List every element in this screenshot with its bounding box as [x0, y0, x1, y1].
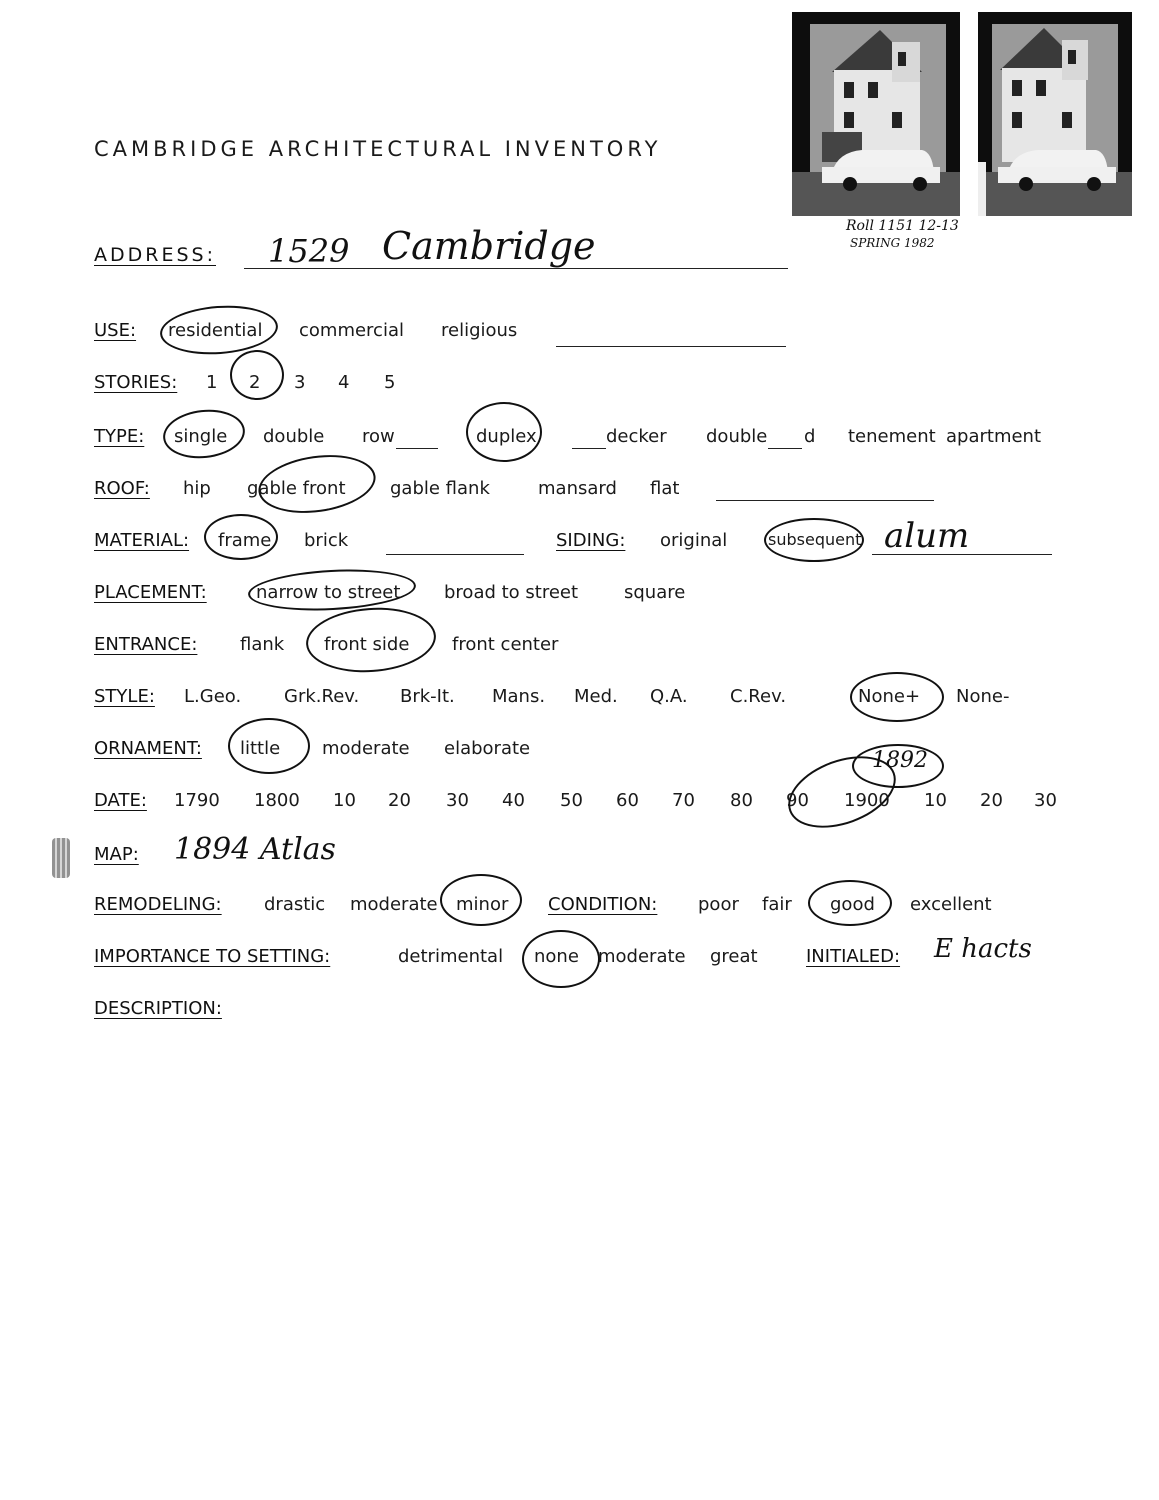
address-label: ADDRESS:: [94, 244, 216, 266]
stories-option-5: 5: [384, 372, 396, 393]
date-label: DATE:: [94, 790, 147, 811]
type-double-d-blank: [768, 448, 802, 449]
condition-option-poor: poor: [698, 894, 739, 915]
map-label: MAP:: [94, 844, 139, 865]
use-option-religious: religious: [441, 320, 518, 341]
style-option-mans: Mans.: [492, 686, 546, 707]
siding-other-line: [872, 554, 1052, 555]
date-option-30: 30: [446, 790, 469, 811]
pencil-mark: [52, 838, 70, 878]
type-option-apartment: apartment: [946, 426, 1042, 447]
type-option-double: double: [263, 426, 325, 447]
type-option-d: d: [804, 426, 816, 447]
address-number: 1529: [268, 232, 350, 270]
style-option-med: Med.: [574, 686, 618, 707]
placement-option-broad: broad to street: [444, 582, 579, 603]
date-option-40: 40: [502, 790, 525, 811]
date-written-value: 1892: [872, 748, 928, 773]
date-option-90: 90: [786, 790, 809, 811]
type-option-decker: decker: [606, 426, 667, 447]
date-option-50: 50: [560, 790, 583, 811]
siding-option-subsequent: subsequent: [768, 530, 862, 549]
remodeling-label: REMODELING:: [94, 894, 222, 915]
style-option-grkrev: Grk.Rev.: [284, 686, 360, 707]
description-label: DESCRIPTION:: [94, 998, 222, 1019]
material-label: MATERIAL:: [94, 530, 190, 551]
style-option-none-plus: None+: [858, 686, 921, 707]
ornament-label: ORNAMENT:: [94, 738, 202, 759]
ornament-option-elaborate: elaborate: [444, 738, 531, 759]
importance-option-great: great: [710, 946, 758, 967]
roof-option-flat: flat: [650, 478, 680, 499]
placement-option-narrow: narrow to street: [256, 582, 401, 603]
date-option-30b: 30: [1034, 790, 1057, 811]
style-option-lgeo: L.Geo.: [184, 686, 242, 707]
ornament-option-little: little: [240, 738, 281, 759]
importance-option-moderate: moderate: [598, 946, 686, 967]
placement-label: PLACEMENT:: [94, 582, 207, 603]
roof-other-line: [716, 500, 934, 501]
date-option-80: 80: [730, 790, 753, 811]
style-option-brkit: Brk-It.: [400, 686, 455, 707]
material-selected-circle: [204, 514, 278, 560]
condition-label: CONDITION:: [548, 894, 658, 915]
photo-roll-note: Roll 1151 12-13: [846, 218, 959, 234]
style-option-crev: C.Rev.: [730, 686, 787, 707]
stories-option-1: 1: [206, 372, 218, 393]
importance-option-none: none: [534, 946, 579, 967]
date-option-1900: 1900: [844, 790, 890, 811]
ornament-selected-circle: [228, 718, 310, 774]
roof-option-gable-flank: gable flank: [390, 478, 490, 499]
roof-label: ROOF:: [94, 478, 150, 499]
map-value: 1894 Atlas: [174, 832, 336, 867]
ornament-option-moderate: moderate: [322, 738, 410, 759]
roof-option-mansard: mansard: [538, 478, 617, 499]
type-option-duplex: duplex: [476, 426, 537, 447]
date-option-1800: 1800: [254, 790, 300, 811]
remodeling-option-minor: minor: [456, 894, 509, 915]
use-option-residential: residential: [168, 320, 263, 341]
material-option-brick: brick: [304, 530, 349, 551]
date-option-20b: 20: [980, 790, 1003, 811]
date-option-70: 70: [672, 790, 695, 811]
type-decker-blank: [572, 448, 606, 449]
siding-label: SIDING:: [556, 530, 626, 551]
siding-value: alum: [884, 516, 970, 556]
style-option-qa: Q.A.: [650, 686, 688, 707]
house-photo-left: [792, 12, 960, 216]
type-option-row: row: [362, 426, 395, 447]
condition-option-fair: fair: [762, 894, 792, 915]
roof-option-hip: hip: [183, 478, 211, 499]
remodeling-selected-circle: [440, 874, 522, 926]
stories-option-3: 3: [294, 372, 306, 393]
type-row-blank: [396, 448, 438, 449]
importance-label: IMPORTANCE TO SETTING:: [94, 946, 331, 967]
entrance-option-front-center: front center: [452, 634, 559, 655]
entrance-label: ENTRANCE:: [94, 634, 198, 655]
importance-option-detrimental: detrimental: [398, 946, 504, 967]
house-photo-right: [978, 12, 1132, 216]
date-option-20: 20: [388, 790, 411, 811]
use-option-commercial: commercial: [299, 320, 404, 341]
photo-date-note: SPRING 1982: [850, 236, 935, 250]
roof-selected-circle: [255, 448, 380, 520]
date-option-10b: 10: [924, 790, 947, 811]
style-option-none-minus: None-: [956, 686, 1010, 707]
stories-label: STORIES:: [94, 372, 178, 393]
type-option-single: single: [174, 426, 228, 447]
type-option-tenement: tenement: [848, 426, 936, 447]
date-option-60: 60: [616, 790, 639, 811]
type-label: TYPE:: [94, 426, 145, 447]
remodeling-option-drastic: drastic: [264, 894, 326, 915]
type-single-circle: [161, 406, 248, 462]
material-option-frame: frame: [218, 530, 272, 551]
address-line: [244, 268, 788, 269]
type-option-double-d: double: [706, 426, 768, 447]
use-label: USE:: [94, 320, 137, 341]
address-street: Cambridge: [382, 224, 596, 268]
importance-selected-circle: [522, 930, 600, 988]
type-duplex-circle: [466, 402, 542, 462]
stories-option-4: 4: [338, 372, 350, 393]
entrance-selected-circle: [304, 604, 438, 677]
condition-option-good: good: [830, 894, 875, 915]
entrance-option-front-side: front side: [324, 634, 410, 655]
remodeling-option-moderate: moderate: [350, 894, 438, 915]
date-option-10: 10: [333, 790, 356, 811]
roof-option-gable-front: gable front: [247, 478, 346, 499]
initialed-value: E hacts: [934, 934, 1032, 964]
style-selected-circle: [850, 672, 944, 722]
stories-selected-circle: [230, 350, 284, 400]
date-option-1790: 1790: [174, 790, 220, 811]
condition-selected-circle: [808, 880, 892, 926]
entrance-option-flank: flank: [240, 634, 285, 655]
siding-option-original: original: [660, 530, 728, 551]
stories-option-2: 2: [249, 372, 261, 393]
condition-option-excellent: excellent: [910, 894, 992, 915]
siding-selected-circle: [764, 518, 864, 562]
placement-selected-circle: [247, 566, 417, 615]
material-other-line: [386, 554, 524, 555]
placement-option-square: square: [624, 582, 686, 603]
form-title: CAMBRIDGE ARCHITECTURAL INVENTORY: [94, 137, 662, 161]
use-other-line: [556, 346, 786, 347]
style-label: STYLE:: [94, 686, 155, 707]
initialed-label: INITIALED:: [806, 946, 901, 967]
